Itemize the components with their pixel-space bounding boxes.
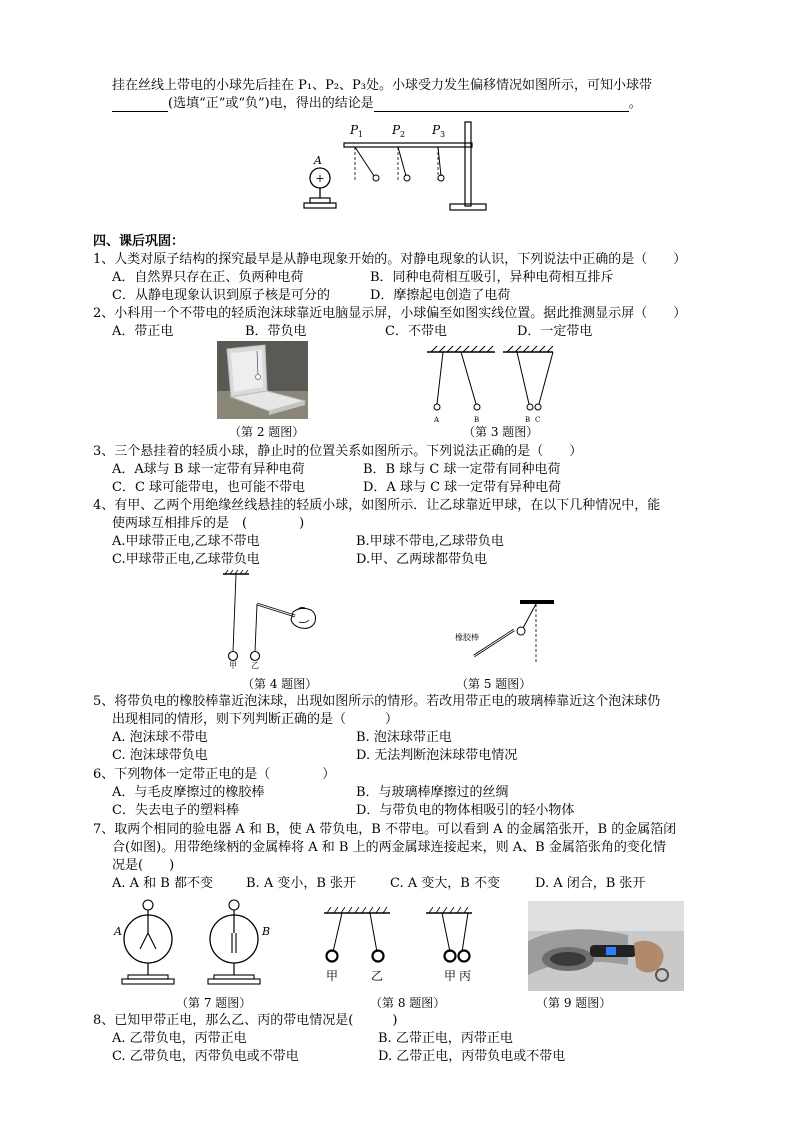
q8-option-b[interactable]: B. 乙带正电，丙带正电	[378, 1031, 513, 1046]
q2-option-d[interactable]: D．一定带电	[517, 324, 593, 339]
q4-yi-label: 乙	[251, 661, 259, 670]
q3-stem: 3、三个悬挂着的轻质小球，静止时的位置关系如图所示。下列说法正确的是（ ）	[93, 444, 583, 459]
q8-figure-caption: （第 8 题图）	[370, 996, 446, 1010]
q7-figure	[112, 893, 284, 991]
q5-figure	[450, 600, 560, 666]
q2-figure-caption: （第 2 题图）	[229, 425, 305, 439]
q7-option-a[interactable]: A. A 和 B 都不变	[112, 876, 213, 891]
intro-figure	[300, 118, 500, 216]
q8-jia-label: 甲	[326, 969, 339, 983]
q4-stem-line-2: 使两球互相排斥的是 ( )	[112, 516, 305, 531]
q5-option-b[interactable]: B. 泡沫球带正电	[356, 730, 452, 745]
q6-option-b[interactable]: B．与玻璃棒摩擦过的丝绸	[356, 785, 509, 800]
q2-option-b[interactable]: B．带负电	[245, 324, 307, 339]
q1-option-b[interactable]: B．同种电荷相互吸引，异种电荷相互排斥	[370, 270, 614, 285]
q1-option-a[interactable]: A．自然界只存在正、负两种电荷	[112, 270, 304, 285]
svg-text:+: +	[315, 172, 325, 185]
q5-stem-line-2: 出现相同的情形，则下列判断正确的是（ ）	[112, 712, 399, 727]
q8-option-d[interactable]: D. 乙带正电，丙带负电或不带电	[378, 1049, 566, 1064]
p1-label: P	[350, 123, 359, 137]
q7-option-c[interactable]: C. A 变大，B 不变	[390, 876, 500, 891]
q2-option-c[interactable]: C．不带电	[385, 324, 447, 339]
q8-figure	[322, 907, 500, 987]
q7-stem-line-1: 7、取两个相同的验电器 A 和 B，使 A 带负电，B 不带电。可以看到 A 的金属箔张开，B 的金属箔闭	[93, 822, 677, 837]
p2-subscript: 2	[400, 130, 406, 139]
q2-option-a[interactable]: A．带正电	[112, 324, 174, 339]
q3-ball-b-label: B	[474, 416, 480, 424]
q7-electroscope-b-label: B	[262, 925, 271, 938]
q3-option-d[interactable]: D．A 球与 C 球一定带有异种电荷	[363, 480, 562, 495]
q3-figure-caption: （第 3 题图）	[463, 425, 539, 439]
q3-option-c[interactable]: C．C 球可能带电，也可能不带电	[112, 480, 306, 495]
p3-label: P	[432, 123, 441, 137]
q6-option-d[interactable]: D．与带负电的物体相吸引的轻小物体	[356, 803, 575, 818]
q4-stem-line-1: 4、有甲、乙两个用绝缘丝线悬挂的轻质小球，如图所示．让乙球靠近甲球，在以下几种情况中，能	[93, 498, 661, 513]
q4-figure	[215, 570, 325, 672]
q7-figure-caption: （第 7 题图）	[176, 996, 252, 1010]
q4-option-c[interactable]: C.甲球带正电,乙球带负电	[112, 552, 260, 567]
q6-option-c[interactable]: C．失去电子的塑料棒	[112, 803, 239, 818]
q1-option-c[interactable]: C．从静电现象认识到原子核是可分的	[112, 288, 330, 303]
q1-option-d[interactable]: D．摩擦起电创造了电荷	[370, 288, 511, 303]
q7-option-d[interactable]: D. A 闭合，B 张开	[535, 876, 646, 891]
q8-option-c[interactable]: C. 乙带负电，丙带负电或不带电	[112, 1049, 299, 1064]
q4-figure-caption: （第 4 题图）	[242, 677, 318, 691]
sphere-label: A	[314, 154, 322, 167]
intro-line-2-end: 。	[628, 96, 642, 111]
q4-option-d[interactable]: D.甲、乙两球都带负电	[356, 552, 488, 567]
q3-ball-c-label: C	[535, 416, 541, 424]
p3-subscript: 3	[440, 130, 446, 139]
q7-stem-line-2: 合(如图)。用带绝缘柄的金属棒将 A 和 B 上的两金属球连接起来，则 A、B 金属箔张角的变化情	[112, 840, 666, 855]
q4-jia-label: 甲	[229, 661, 237, 670]
q3-option-b[interactable]: B．B 球与 C 球一定带有同种电荷	[363, 462, 561, 477]
q7-option-b[interactable]: B. A 变小，B 张开	[246, 876, 357, 891]
q5-option-c[interactable]: C. 泡沫球带负电	[112, 748, 208, 763]
intro-line-2	[112, 95, 642, 112]
q9-photo	[528, 901, 684, 991]
q8-stem: 8、已知甲带正电，那么乙、丙的带电情况是( )	[93, 1013, 398, 1028]
q7-electroscope-a-label: A	[114, 925, 122, 938]
q9-figure-caption: （第 9 题图）	[536, 996, 612, 1010]
q7-stem-line-3: 况是( )	[112, 858, 175, 873]
q4-option-a[interactable]: A.甲球带正电,乙球不带电	[112, 534, 260, 549]
q8-option-a[interactable]: A. 乙带负电，丙带正电	[112, 1031, 247, 1046]
q2-laptop-photo	[217, 341, 308, 419]
section-title: 四、课后巩固：	[93, 234, 185, 249]
q5-figure-caption: （第 5 题图）	[456, 677, 532, 691]
q5-option-d[interactable]: D. 无法判断泡沫球带电情况	[356, 748, 518, 763]
q3-figure	[425, 345, 555, 425]
q8-jia2-label: 甲	[444, 969, 457, 983]
answer-blank-conclusion[interactable]	[374, 97, 629, 112]
intro-line-1: 挂在丝线上带电的小球先后挂在 P₁、P₂、P₃处。小球受力发生偏移情况如图所示，可知小球带	[112, 78, 653, 93]
q5-option-a[interactable]: A. 泡沫球不带电	[112, 730, 208, 745]
q3-ball-b2-label: B	[525, 416, 531, 424]
q8-bing-label: 丙	[459, 969, 472, 983]
q8-yi-label: 乙	[371, 969, 384, 983]
intro-line-2-mid: (选填“正”或“负”)电，得出的结论是	[168, 96, 374, 111]
q6-option-a[interactable]: A．与毛皮摩擦过的橡胶棒	[112, 785, 265, 800]
q3-ball-a-label: A	[434, 416, 440, 424]
answer-blank-charge[interactable]	[112, 97, 168, 112]
q6-stem: 6、下列物体一定带正电的是（ ）	[93, 767, 336, 782]
q4-option-b[interactable]: B.甲球不带电,乙球带负电	[356, 534, 504, 549]
q5-stem-line-1: 5、将带负电的橡胶棒靠近泡沫球，出现如图所示的情形。若改用带正电的玻璃棒靠近这个泡沫球仍	[93, 694, 661, 709]
q2-stem: 2、小科用一个不带电的轻质泡沫球靠近电脑显示屏，小球偏至如图实线位置。据此推测显示屏（ ）	[93, 306, 687, 321]
q1-stem: 1、人类对原子结构的探究最早是从静电现象开始的。对静电现象的认识，下列说法中正确的是（ ）	[93, 252, 687, 267]
q3-option-a[interactable]: A．A球与 B 球一定带有异种电荷	[112, 462, 305, 477]
p2-label: P	[392, 123, 401, 137]
p1-subscript: 1	[358, 130, 364, 139]
q5-rod-label: 橡胶棒	[455, 633, 479, 642]
